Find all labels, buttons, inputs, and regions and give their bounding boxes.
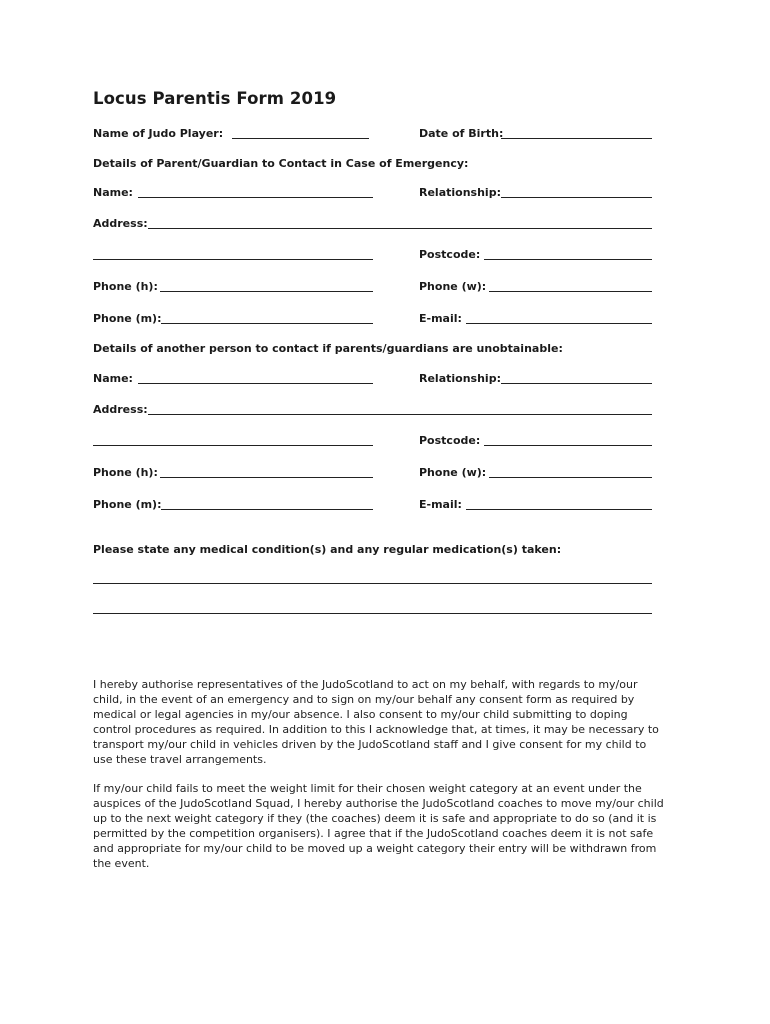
form-title: Locus Parentis Form 2019 xyxy=(93,89,337,108)
guardian-name-label: Name: xyxy=(93,186,133,199)
alt-contact-address-field[interactable] xyxy=(148,414,652,415)
date-of-birth-field[interactable] xyxy=(501,138,652,139)
alt-contact-phone-w-label: Phone (w): xyxy=(419,466,487,479)
guardian-relationship-field[interactable] xyxy=(501,197,652,198)
player-name-label: Name of Judo Player: xyxy=(93,127,224,140)
alt-contact-email-label: E-mail: xyxy=(419,498,462,511)
medical-field-line2[interactable] xyxy=(93,613,652,614)
guardian-phone-h-label: Phone (h): xyxy=(93,280,158,293)
alt-contact-phone-h-field[interactable] xyxy=(160,477,373,478)
alt-contact-phone-w-field[interactable] xyxy=(489,477,652,478)
alt-contact-postcode-label: Postcode: xyxy=(419,434,481,447)
consent-paragraph-1: I hereby authorise representatives of the JudoScotland to act on my behalf, with regards to my/our child, in the event of an emergency and to sign on my/our behalf any consent form as required by medical or legal agencies in my/our absence. I also consent to my/our child submitting to doping control procedures as required. In addition to this I acknowledge that, at times, it may be necessary to transport my/our child in vehicles driven by the JudoScotland staff and I give consent for my child to use these travel arrangements. xyxy=(93,678,659,766)
guardian-phone-h-field[interactable] xyxy=(160,291,373,292)
guardian-postcode-label: Postcode: xyxy=(419,248,481,261)
alt-contact-relationship-field[interactable] xyxy=(501,383,652,384)
consent-paragraph-2: If my/our child fails to meet the weight limit for their chosen weight category at an event under the auspices of the JudoScotland Squad, I hereby authorise the JudoScotland coaches to move my/our child up to the next weight category if they (the coaches) deem it is safe and appropriate to do so (and it is permitted by the competition organisers). I agree that if the JudoScotland coaches deem it is not safe and appropriate for my/our child to be moved up a weight category their entry will be withdrawn from the event. xyxy=(93,782,664,870)
alt-contact-phone-m-label: Phone (m): xyxy=(93,498,162,511)
guardian-relationship-label: Relationship: xyxy=(419,186,501,199)
alt-contact-address-label: Address: xyxy=(93,403,148,416)
guardian-name-field[interactable] xyxy=(138,197,373,198)
section2-heading: Details of another person to contact if parents/guardians are unobtainable: xyxy=(93,342,563,355)
consent-text xyxy=(93,677,669,871)
guardian-address-field[interactable] xyxy=(148,228,652,229)
guardian-address-label: Address: xyxy=(93,217,148,230)
alt-contact-relationship-label: Relationship: xyxy=(419,372,501,385)
guardian-phone-w-field[interactable] xyxy=(489,291,652,292)
guardian-phone-m-field[interactable] xyxy=(161,323,373,324)
alt-contact-postcode-field[interactable] xyxy=(484,445,652,446)
alt-contact-name-field[interactable] xyxy=(138,383,373,384)
medical-heading: Please state any medical condition(s) and any regular medication(s) taken: xyxy=(93,543,562,556)
guardian-phone-m-label: Phone (m): xyxy=(93,312,162,325)
date-of-birth-label: Date of Birth: xyxy=(419,127,504,140)
alt-contact-phone-m-field[interactable] xyxy=(161,509,373,510)
alt-contact-email-field[interactable] xyxy=(466,509,652,510)
alt-contact-address-field-line2[interactable] xyxy=(93,445,373,446)
guardian-postcode-field[interactable] xyxy=(484,259,652,260)
guardian-address-field-line2[interactable] xyxy=(93,259,373,260)
alt-contact-phone-h-label: Phone (h): xyxy=(93,466,158,479)
guardian-phone-w-label: Phone (w): xyxy=(419,280,487,293)
player-name-field[interactable] xyxy=(232,138,369,139)
section1-heading: Details of Parent/Guardian to Contact in Case of Emergency: xyxy=(93,157,469,170)
guardian-email-field[interactable] xyxy=(466,323,652,324)
alt-contact-name-label: Name: xyxy=(93,372,133,385)
guardian-email-label: E-mail: xyxy=(419,312,462,325)
medical-field-line1[interactable] xyxy=(93,583,652,584)
